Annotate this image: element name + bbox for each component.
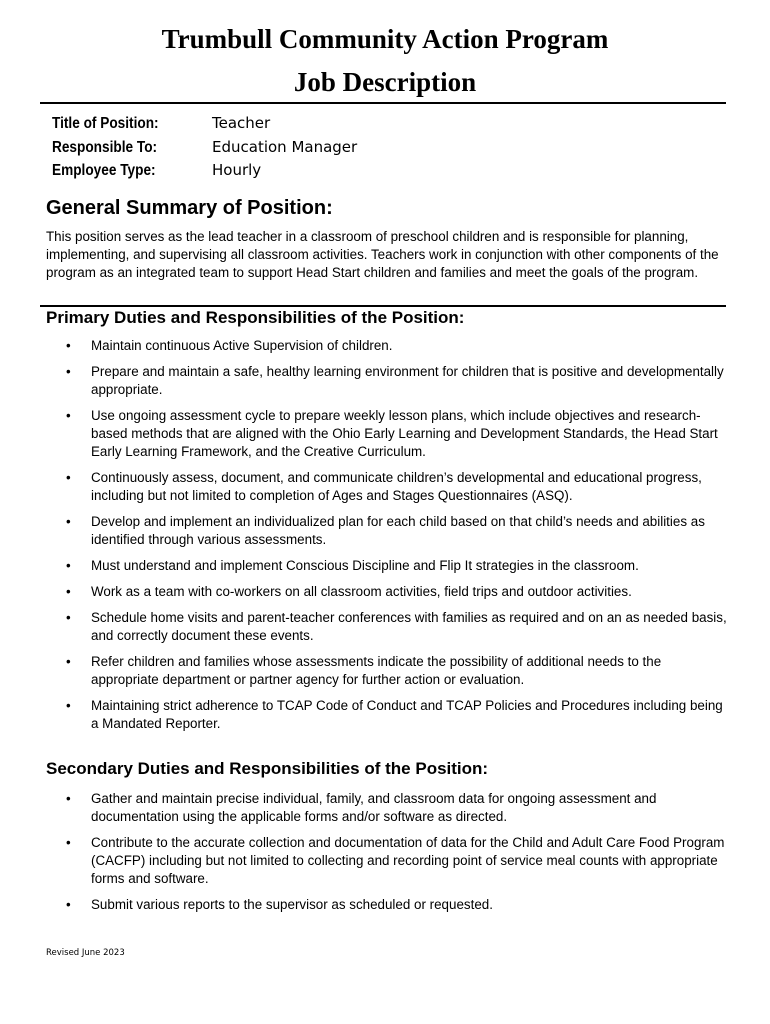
list-item: • Must understand and implement Conscious Discipline and Flip It strategies in the classroom. (46, 557, 730, 575)
responsible-label: Responsible To: (52, 138, 158, 156)
revision-note: Revised June 2023 (46, 948, 125, 958)
title-value: Teacher (212, 114, 271, 132)
list-item: • Schedule home visits and parent-teacher conferences with families as required and on an as needed basis, and correctly document these events. (46, 609, 730, 645)
primary-duties-list (46, 337, 730, 741)
list-item: • Maintaining strict adherence to TCAP Code of Conduct and TCAP Policies and Procedures including being a Mandated Reporter. (46, 697, 730, 733)
document-title: Job Description (293, 67, 477, 97)
summary-heading: General Summary of Position: (46, 197, 333, 219)
list-item: • Continuously assess, document, and communicate children’s developmental and educational progress, including but not limited to completion of Ages and Stages Questionnaires (ASQ). (46, 469, 730, 505)
type-label: Employee Type: (52, 162, 156, 179)
secondary-duties-heading: Secondary Duties and Responsibilities of the Position: (46, 759, 489, 778)
list-item: • Prepare and maintain a safe, healthy learning environment for children that is positive and developmentally appropriate. (46, 363, 730, 399)
list-item: • Work as a team with co-workers on all classroom activities, field trips and outdoor activities. (46, 583, 730, 601)
primary-duties-heading: Primary Duties and Responsibilities of the Position: (46, 308, 465, 327)
list-item: • Contribute to the accurate collection and documentation of data for the Child and Adult Care Food Program (CACFP) including but not limited to collecting and recording point of service meal counts with appropriate forms and software. (46, 834, 730, 888)
summary-text: This position serves as the lead teacher in a classroom of preschool children and is responsible for planning, implementing, and supervising all classroom activities. Teachers work in conjunction with other components of the program as an integrated team to support Head Start children and families and meet the goals of the program. (46, 229, 719, 280)
list-item: • Use ongoing assessment cycle to prepare weekly lesson plans, which include objectives and research-based methods that are aligned with the Ohio Early Learning and Development Standards, the Head Start Early Learning Framework, and the Creative Curriculum. (46, 407, 730, 461)
list-item: • Refer children and families whose assessments indicate the possibility of additional needs to the appropriate department or partner agency for further action or evaluation. (46, 653, 730, 689)
secondary-duties-list (46, 790, 730, 922)
list-item: • Gather and maintain precise individual, family, and classroom data for ongoing assessment and documentation using the applicable forms and/or software as directed. (46, 790, 730, 826)
header-divider (40, 102, 726, 104)
type-value: Hourly (212, 161, 262, 179)
list-item: • Maintain continuous Active Supervision of children. (46, 337, 730, 355)
responsible-value: Education Manager (212, 137, 358, 156)
summary-divider (40, 305, 726, 307)
title-label: Title of Position: (52, 115, 159, 132)
list-item: • Submit various reports to the supervisor as scheduled or requested. (46, 896, 730, 914)
list-item: • Develop and implement an individualized plan for each child based on that child’s needs and abilities as identified through various assessments. (46, 513, 730, 549)
organization-title: Trumbull Community Action Program (161, 24, 609, 54)
